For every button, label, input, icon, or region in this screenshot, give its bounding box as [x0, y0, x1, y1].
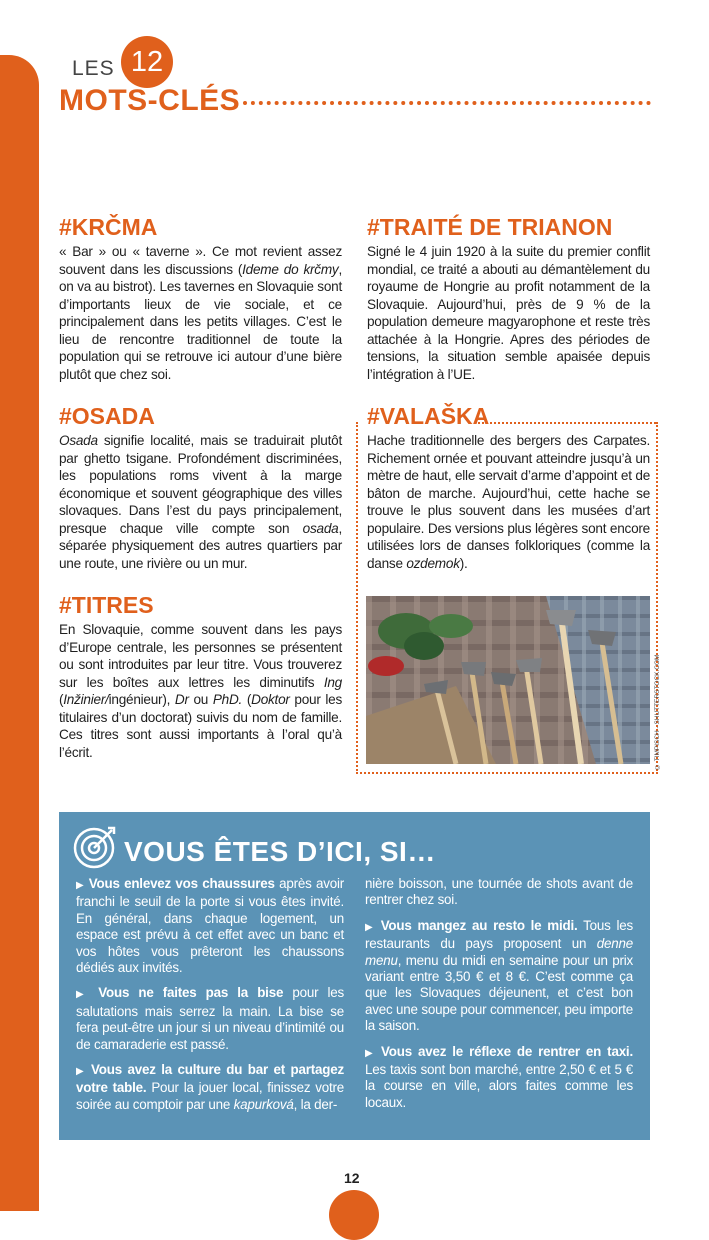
arrow-icon: ▶ — [76, 1066, 86, 1078]
heading-osada: #OSADA — [59, 403, 155, 429]
axes-photo — [366, 596, 650, 764]
heading-trianon: #TRAITÉ DE TRIANON — [367, 214, 613, 240]
box-item-bar: ▶ Vous avez la culture du bar et partagez votre table. Pour la jouer local, finissez votre soirée au comptoir par une kapurková, la der- — [76, 1062, 344, 1112]
page-title: MOTS-CLÉS — [59, 84, 241, 117]
arrow-icon: ▶ — [76, 880, 85, 891]
arrow-icon: ▶ — [365, 921, 375, 933]
title-prefix: LES — [72, 57, 115, 80]
heading-titres: #TITRES — [59, 592, 154, 618]
text-osada: Osada signifie localité, mais se traduirait plutôt par ghetto tsigane. Profondément discriminées, les populations roms vivent à la marge économique et souvent géographique des villes slovaques. Dans l’est du pays principalement, presque chaque ville compte son osada, séparée physiquement des autres quartiers par une route, une rivière ou un mur. — [59, 433, 342, 571]
section-valaska — [367, 403, 650, 572]
box-item-bise: ▶ Vous ne faites pas la bise pour les salutations mais serrez la main. La bise se fera peut-être un jour si un niveau d’intimité ou de camaraderie est passé. — [76, 985, 344, 1052]
text-valaska: Hache traditionnelle des bergers des Carpates. Richement ornée et pouvant atteindre jusqu’à un mètre de haut, elle servait d’arme d’appoint et de bâton de marche. Aujourd’hui, cette hache se trouve le plus souvent dans les musées d’art populaire. Des versions plus légères sont encore utilisées lors de danses folkloriques (comme la danse ozdemok). — [367, 433, 650, 571]
box-right-column — [365, 876, 633, 1120]
box-item-resto: ▶ Vous mangez au resto le midi. Tous les restaurants du pays proposent un denne menu, menu du midi en semaine pour un prix variant entre 3,50 € et 8 €. C’est comme ça que les Slovaques déjeunent, et c’est bon avec une soupe pour commencer, peu importe la saison. — [365, 917, 633, 1034]
heading-valaska: #VALAŠKA — [367, 403, 490, 429]
text-trianon: Signé le 4 juin 1920 à la suite du premier conflit mondial, ce traité a abouti au démantèlement du royaume de Hongrie au profit notamment de la Slovaquie. Aujourd’hui, près de 9 % de la population demeure magyarophone et reste très attachée à la Hongrie. Apres des périodes de tensions, la situation semble apaisée depuis l’intégration à l’UE. — [367, 244, 650, 382]
section-osada — [59, 403, 342, 572]
text-krcma: « Bar » ou « taverne ». Ce mot revient assez souvent dans les discussions (Ideme do krčmy, on va au bistrot). Les tavernes en Slovaquie sont d’importants lieux de vie sociale, et ce principalement dans les petits villages. C’est le lieu de rencontre traditionnel de toute la population qui se retrouve ici autour d’une bière plutôt que chez soi. — [59, 244, 342, 382]
box-title: VOUS ÊTES D’ICI, SI… — [124, 836, 436, 867]
side-color-bar — [0, 55, 39, 1211]
section-titres — [59, 592, 342, 761]
box-left-column — [76, 876, 344, 1122]
vous-etes-dici-box — [59, 812, 650, 1140]
section-trianon — [367, 214, 650, 383]
section-krcma — [59, 214, 342, 383]
arrow-icon: ▶ — [76, 989, 90, 1001]
box-item-taxi: ▶ Vous avez le réflexe de rentrer en taxi. Les taxis sont bon marché, entre 2,50 € et 5 € la course en ville, alors faites comme les locaux. — [365, 1043, 633, 1110]
page-number: 12 — [344, 1170, 360, 1186]
photo-credit: © TIMPISCH - SHUTTERSTOCK.COM — [654, 654, 661, 770]
text-titres: En Slovaquie, comme souvent dans les pays d’Europe centrale, les personnes se présentent ou sont introduites par leur titre. Vous trouverez sur les boîtes aux lettres les diminutifs Ing (Inžinier/ingénieur), Dr ou PhD. (Doktor pour les titulaires d’un doctorat) suivis du nom de famille. Ces titres sont aussi importants à l’oral qu’à l’écrit. — [59, 622, 342, 760]
arrow-icon: ▶ — [365, 1047, 375, 1059]
target-icon — [72, 826, 116, 870]
box-item-bar-cont: nière boisson, une tournée de shots avant de rentrer chez soi. — [365, 876, 633, 908]
title-dotted-rule — [243, 101, 651, 105]
page-tab — [329, 1190, 379, 1240]
title-number-badge: 12 — [121, 36, 173, 88]
box-item-shoes: ▶ Vous enlevez vos chaussures après avoir franchi le seuil de la porte si vous êtes invité. En général, dans chaque logement, un espace est prévu à cet effet avec un banc et vos hôtes vous prêteront les chaussons dédiés aux invités. — [76, 876, 344, 976]
heading-krcma: #KRČMA — [59, 214, 158, 240]
